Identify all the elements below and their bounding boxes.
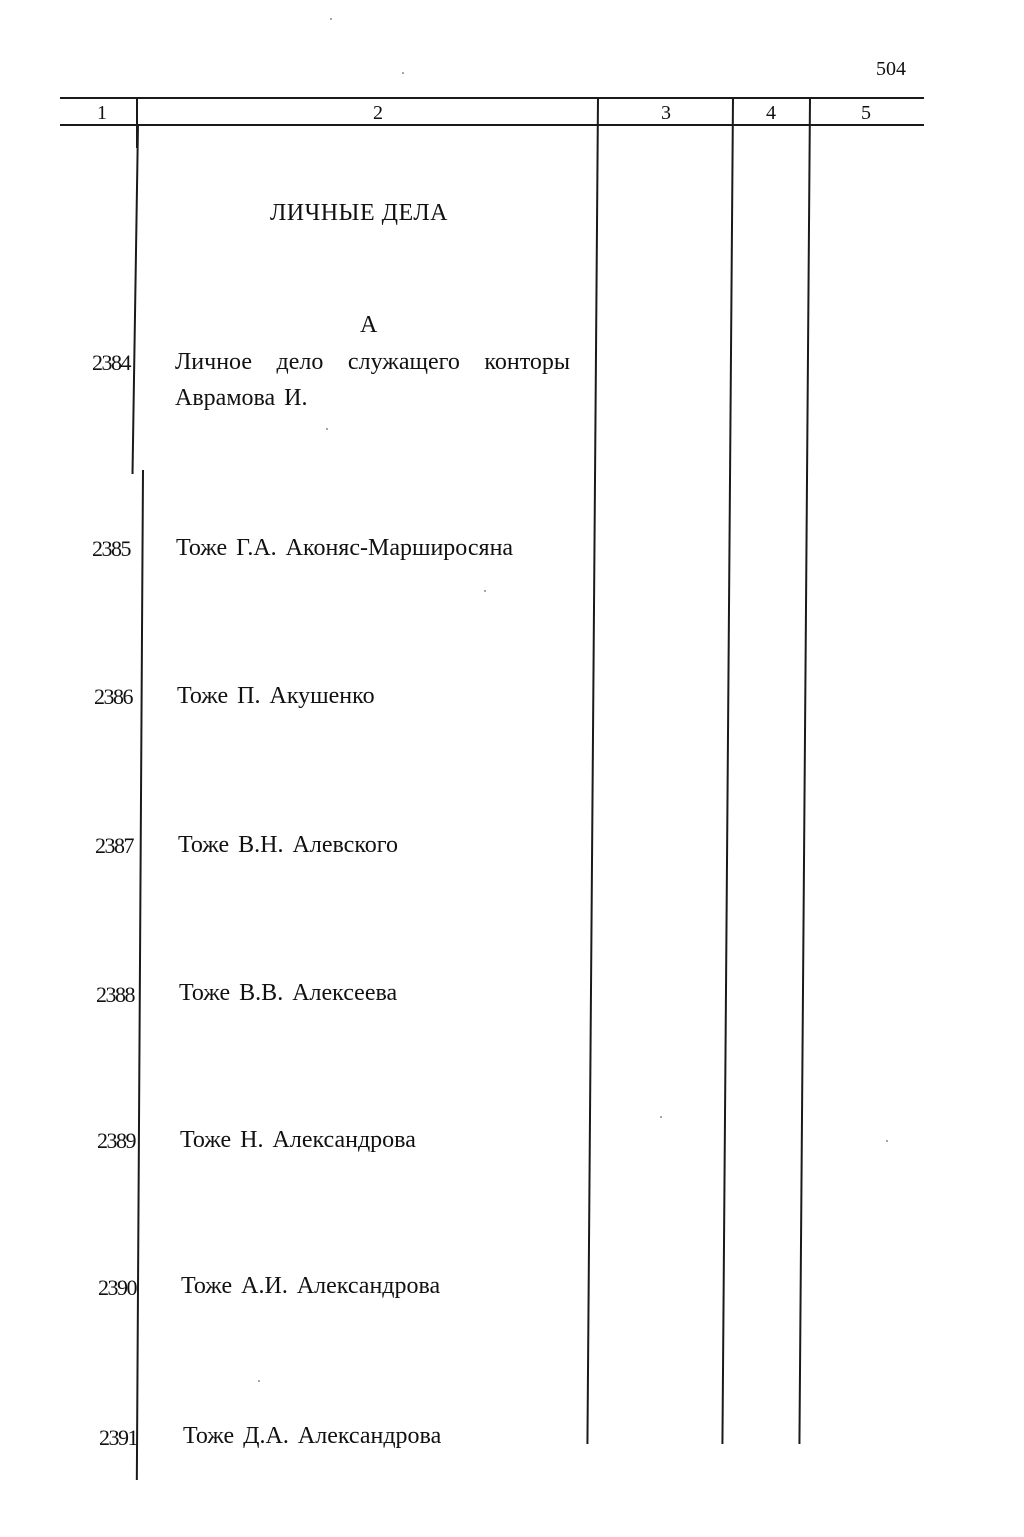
column-divider-1-lower bbox=[136, 470, 144, 1480]
entry-text: Тоже Д.А. Александрова bbox=[183, 1423, 442, 1449]
column-divider-3 bbox=[721, 98, 734, 1444]
entry-text: Тоже В.Н. Алевского bbox=[178, 832, 399, 858]
column-divider-4 bbox=[798, 98, 811, 1444]
column-divider-2 bbox=[586, 98, 599, 1444]
column-divider-1-body bbox=[132, 124, 139, 474]
header-bottom-rule bbox=[60, 124, 924, 126]
section-heading: ЛИЧНЫЕ ДЕЛА bbox=[270, 200, 448, 226]
column-header-4: 4 bbox=[766, 102, 776, 124]
entry-number: 2385 bbox=[92, 536, 130, 561]
page-number: 504 bbox=[876, 58, 906, 80]
entry-text: Тоже Н. Александрова bbox=[180, 1127, 416, 1153]
entry-text: Тоже А.И. Александрова bbox=[181, 1273, 441, 1299]
column-header-3: 3 bbox=[661, 102, 671, 124]
scan-speck bbox=[258, 1380, 260, 1382]
header-top-rule bbox=[60, 97, 924, 99]
column-header-5: 5 bbox=[861, 102, 871, 124]
scan-speck bbox=[484, 590, 486, 592]
entry-text: Тоже П. Акушенко bbox=[177, 683, 375, 709]
entry-number: 2384 bbox=[92, 350, 130, 375]
entry-number: 2388 bbox=[96, 982, 134, 1007]
scan-speck bbox=[330, 18, 332, 20]
entry-number: 2390 bbox=[98, 1275, 136, 1300]
scan-speck bbox=[660, 1116, 662, 1118]
letter-heading: А bbox=[360, 312, 378, 338]
scan-speck bbox=[886, 1140, 888, 1142]
column-header-2: 2 bbox=[373, 102, 383, 124]
entry-text: Личное дело служащего конторы Аврамова И. bbox=[175, 349, 570, 411]
entry-number: 2386 bbox=[94, 684, 132, 709]
column-header-1: 1 bbox=[97, 102, 107, 124]
entry-number: 2387 bbox=[95, 833, 133, 858]
scan-speck bbox=[402, 72, 404, 74]
scan-speck bbox=[326, 428, 328, 430]
entry-number: 2389 bbox=[97, 1128, 135, 1153]
entry-text: Тоже Г.А. Аконяс-Марширосяна bbox=[176, 535, 514, 561]
entry-number: 2391 bbox=[99, 1425, 137, 1450]
entry-text: Тоже В.В. Алексеева bbox=[179, 980, 398, 1006]
